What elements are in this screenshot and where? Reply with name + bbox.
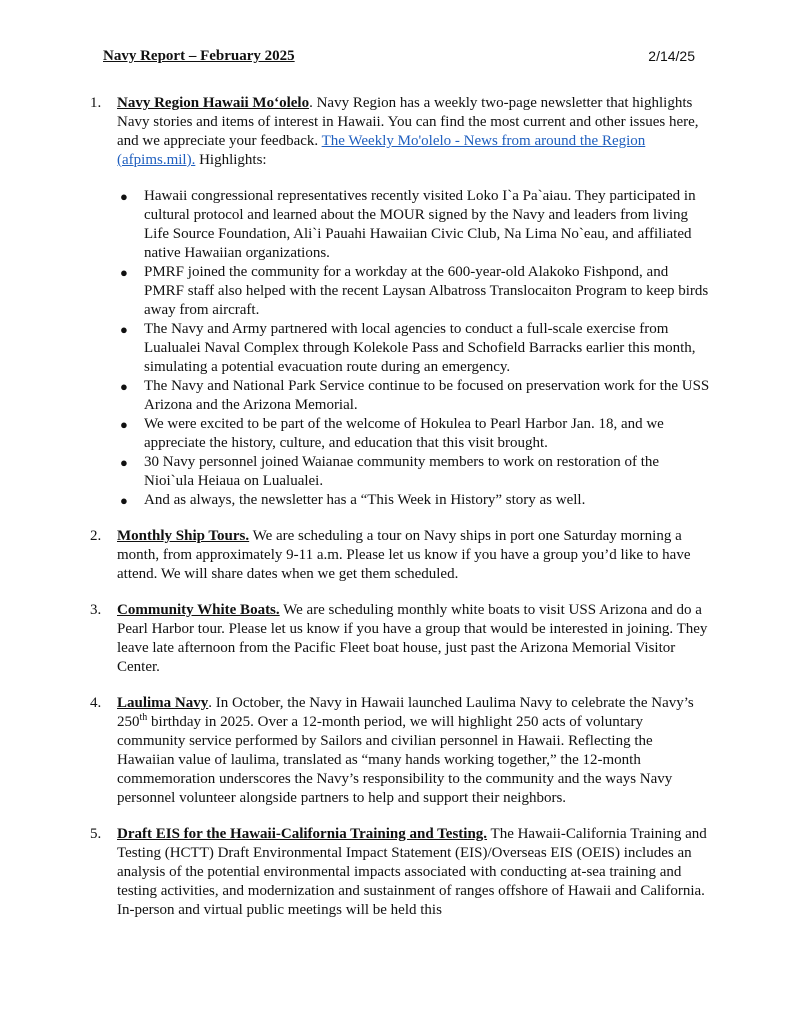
highlight-item: [117, 263, 710, 320]
item-heading: Monthly Ship Tours.: [117, 528, 250, 544]
bullet-icon: ●: [120, 322, 128, 337]
highlights-list: [117, 187, 710, 510]
item-text-after-link: Highlights:: [195, 152, 267, 168]
item-text: The Hawaii-California Training and Testing (HCTT) Draft Environmental Impact Statement (EIS)/Overseas EIS (OEIS) includes an analysis of the potential environmental impacts associated with conducting at-sea training and testing activities, and modernization and sustainment of ranges offshore of Hawaii and California. In-person and virtual public meetings will be held this: [117, 826, 707, 918]
bullet-icon: ●: [120, 417, 128, 432]
item-text: . In October, the Navy in Hawaii launched Laulima Navy to celebrate the Navy’s 250: [117, 695, 694, 730]
item-number: 1.: [90, 95, 102, 111]
highlight-text: The Navy and National Park Service continue to be focused on preservation work for the USS Arizona and the Arizona Memorial.: [144, 378, 710, 413]
report-item-3: [90, 601, 710, 677]
report-item-4: [90, 694, 710, 808]
highlight-item: [117, 377, 710, 415]
report-item-5: [90, 825, 710, 920]
newsletter-link[interactable]: The Weekly Mo'olelo - News from around the Region (afpims.mil).: [117, 133, 646, 168]
highlight-text: We were excited to be part of the welcome of Hokulea to Pearl Harbor Jan. 18, and we appreciate the history, culture, and education that this visit brought.: [144, 416, 664, 451]
highlight-text: 30 Navy personnel joined Waianae community members to work on restoration of the Nioi`ula Heiaua on Lualualei.: [144, 454, 660, 489]
item-heading: Community White Boats.: [117, 602, 280, 618]
bullet-icon: ●: [120, 379, 128, 394]
report-items: [90, 94, 710, 937]
item-number: 4.: [90, 695, 102, 711]
bullet-icon: ●: [120, 493, 128, 508]
highlight-item: [117, 491, 710, 510]
highlight-text: Hawaii congressional representatives recently visited Loko I`a Pa`aiau. They participated in cultural protocol and learned about the MOUR signed by the Navy and leaders from living Life Source Foundation, Ali`i Pauahi Hawaiian Civic Club, Na Lima No`eau, and affiliated native Hawaiian organizations.: [144, 188, 696, 261]
report-date: 2/14/25: [648, 48, 695, 64]
item-heading: Laulima Navy: [117, 695, 209, 711]
item-text-continued: birthday in 2025. Over a 12-month period, we will highlight 250 acts of voluntary community service performed by Sailors and civilian personnel in Hawaii. Reflecting the Hawaiian value of laulima, translated as “many hands working together,” the 12-month commemoration underscores the Navy’s responsibility to the community and the ways Navy personnel volunteer alongside partners to help and support their neighbors.: [117, 714, 673, 806]
highlight-item: [117, 415, 710, 453]
ordinal-suffix: th: [139, 712, 148, 723]
item-heading: Draft EIS for the Hawaii-California Training and Testing.: [117, 826, 488, 842]
highlight-item: [117, 187, 710, 263]
highlight-text: The Navy and Army partnered with local agencies to conduct a full-scale exercise from Lualualei Naval Complex through Kolekole Pass and Schofield Barracks earlier this month, simulating a potential evacuation route during an emergency.: [144, 321, 696, 375]
item-number: 5.: [90, 826, 102, 842]
item-heading: Navy Region Hawaii Mo‘olelo: [117, 95, 310, 111]
bullet-icon: ●: [120, 189, 128, 204]
page-header: [103, 48, 695, 70]
bullet-icon: ●: [120, 455, 128, 470]
item-text: . Navy Region has a weekly two-page newsletter that highlights Navy stories and items of interest in Hawaii. You can find the most current and other issues here, and we appreciate your feedback.: [117, 95, 699, 149]
highlight-item: [117, 320, 710, 377]
bullet-icon: ●: [120, 265, 128, 280]
report-item-1: [90, 94, 710, 510]
item-text: We are scheduling a tour on Navy ships in port one Saturday morning a month, from approximately 9-11 a.m. Please let us know if you have a group you’d like to have attend. We will share dates when we get them scheduled.: [117, 528, 691, 582]
highlight-text: And as always, the newsletter has a “This Week in History” story as well.: [144, 492, 586, 508]
highlight-text: PMRF joined the community for a workday at the 600-year-old Alakoko Fishpond, and PMRF staff also helped with the recent Laysan Albatross Translocaiton Program to keep birds away from aircraft.: [144, 264, 709, 318]
highlight-item: [117, 453, 710, 491]
item-number: 3.: [90, 602, 102, 618]
item-text: We are scheduling monthly white boats to visit USS Arizona and do a Pearl Harbor tour. Please let us know if you have a group that would be interested in joining. They leave late afternoon from the Pacific Fleet boat house, just past the Arizona Memorial Visitor Center.: [117, 602, 708, 675]
item-number: 2.: [90, 528, 102, 544]
report-item-2: [90, 527, 710, 584]
report-title: Navy Report – February 2025: [103, 48, 295, 64]
